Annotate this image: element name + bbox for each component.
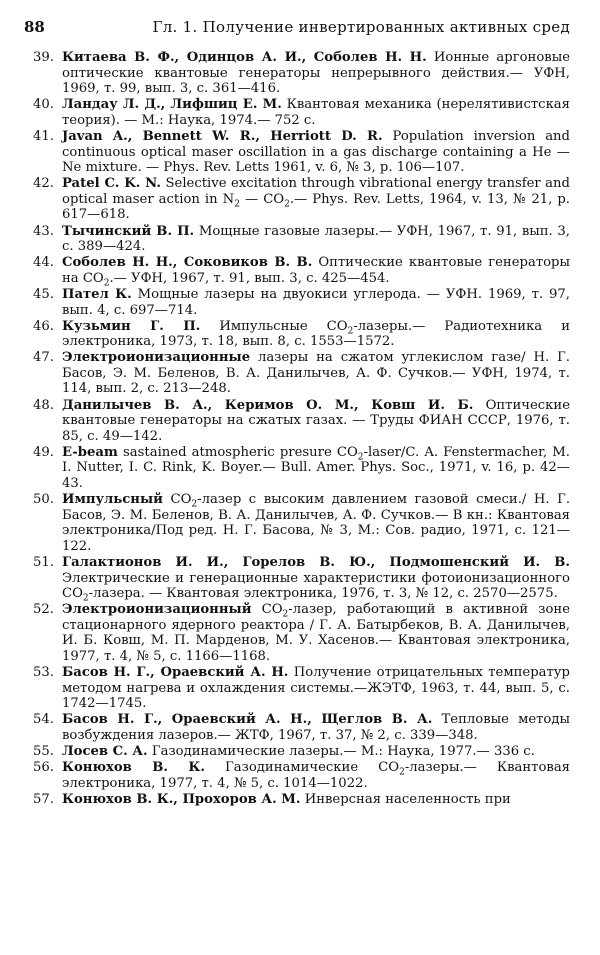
subscript: 2 — [399, 767, 405, 778]
reference-body — [62, 319, 570, 350]
reference-text: Газодинамические лазеры.— М.: Наука, 1977.— 336 с. — [147, 744, 535, 760]
reference-authors: Javan A., Bennett W. R., Herriott D. R. — [62, 128, 383, 144]
reference-authors: Лосев С. А. — [62, 744, 148, 760]
reference-authors: E-beam — [62, 444, 118, 460]
reference-text: -лазер с высоким давлением газовой смеси./ Н. Г. Басов, Э. М. Беленов, В. А. Данилычев, А. Ф. Сучков.— В кн.: Квантовая электроника/Под ред. Н. Г. Басова, № 3, М.: Сов. радио, 1971, с. 121—122. — [62, 492, 571, 554]
reference-body — [62, 760, 570, 791]
book-page — [24, 18, 570, 808]
reference-item — [24, 255, 570, 289]
reference-text: — CO — [239, 191, 285, 207]
reference-number: 51. — [33, 555, 54, 570]
reference-item — [24, 398, 570, 445]
reference-text: Оптические квантовые генераторы на сжатых газах. — Труды ФИАН СССР, 1976, т. 85, с. 49—142. — [62, 397, 570, 444]
reference-text: -laser/C. A. Fenstermacher, M. I. Nutter, I. C. Rink, K. Boyer.— Bull. Amer. Phys. Soc., 1971, v. 16, p. 42—43. — [62, 444, 570, 492]
subscript: 2 — [357, 452, 364, 463]
reference-body — [62, 350, 570, 397]
reference-text: Квантовая механика (нерелятивистская теория). — М.: Наука, 1974.— 752 с. — [62, 97, 570, 128]
reference-text: лазеры на сжатом углекислом газе/ Н. Г. Басов, Э. М. Беленов, В. А. Данилычев, А. Ф. Сучков.— УФН, 1974, т. 114, вып. 2, с. 213—248. — [62, 350, 570, 397]
reference-number: 48. — [33, 397, 54, 413]
reference-text: Тепловые методы возбуждения лазеров.— ЖТФ, 1967, т. 37, № 2, с. 339—348. — [62, 712, 570, 744]
reference-authors: Тычинский В. П. — [62, 223, 195, 239]
reference-number: 50. — [33, 492, 54, 508]
reference-body — [62, 287, 570, 318]
reference-authors: Китаева В. Ф., Одинцов А. И., Соболев Н. Н. — [62, 50, 427, 65]
reference-number: 56. — [33, 760, 54, 776]
reference-body — [62, 744, 570, 760]
reference-text: Ионные аргоновые оптические квантовые генераторы непрерывного действия.— УФН, 1969, т. 99, вып. 3, с. 361—416. — [62, 50, 571, 97]
reference-item — [24, 555, 570, 602]
subscript: 2 — [103, 278, 110, 289]
subscript: 2 — [82, 593, 89, 604]
reference-text: Мощные газовые лазеры.— УФН, 1967, т. 91, вып. 3, с. 389—424. — [62, 223, 570, 255]
reference-item — [24, 760, 570, 791]
reference-item — [24, 224, 570, 255]
reference-body — [62, 50, 570, 97]
reference-number: 46. — [33, 318, 54, 334]
reference-authors: Галактионов И. И., Горелов В. Ю., Подмошенский И. В. — [62, 555, 570, 570]
reference-text: Импульсные CO — [200, 318, 348, 334]
reference-authors: Данилычев В. А., Керимов О. М., Ковш И. Б. — [62, 397, 474, 413]
reference-text: sastained atmospheric presure CO — [117, 444, 358, 460]
reference-item — [24, 445, 570, 492]
reference-body — [62, 602, 570, 664]
reference-item — [24, 319, 570, 350]
reference-item — [24, 744, 570, 760]
reference-item — [24, 50, 570, 97]
reference-text: -лазера. — Квантовая электроника, 1976, т. 3, № 12, с. 2570—2575. — [88, 586, 558, 602]
reference-item — [24, 176, 570, 223]
reference-number: 45. — [33, 286, 54, 302]
reference-number: 40. — [33, 97, 54, 113]
reference-item — [24, 350, 570, 397]
reference-number: 47. — [33, 350, 54, 366]
reference-authors: Электроионизационный — [62, 602, 252, 618]
reference-text: CO — [162, 492, 192, 508]
subscript: 2 — [234, 199, 240, 210]
reference-text: Population inversion and continuous optical maser oscillation in a gas discharge containing a He — Ne mixture. — Phys. Rev. Letts 1961, v. 6, № 3, p. 106—107. — [62, 128, 570, 176]
reference-number: 39. — [33, 50, 54, 65]
reference-body — [62, 129, 570, 176]
reference-authors: Басов Н. Г., Ораевский А. Н. — [62, 665, 289, 681]
reference-body — [62, 176, 570, 223]
reference-number: 49. — [33, 444, 54, 460]
reference-authors: Импульсный — [62, 492, 163, 508]
reference-body — [62, 97, 570, 128]
reference-body — [62, 398, 570, 445]
reference-authors: Ландау Л. Д., Лифшиц Е. М. — [62, 97, 282, 113]
reference-item — [24, 665, 570, 712]
reference-body — [62, 792, 570, 808]
reference-authors: Электроионизационные — [62, 350, 251, 366]
reference-number: 44. — [33, 255, 54, 271]
reference-authors: Кузьмин Г. П. — [62, 318, 201, 334]
reference-authors: Patel C. K. N. — [62, 176, 161, 192]
subscript: 2 — [284, 199, 290, 210]
reference-text: Получение отрицательных температур методом нагрева и охлаждения системы.—ЖЭТФ, 1963, т. 44, вып. 5, с. 1742—1745. — [62, 665, 571, 712]
reference-number: 43. — [33, 223, 54, 239]
reference-authors: Басов Н. Г., Ораевский А. Н., Щеглов В. А. — [62, 712, 433, 728]
running-head — [24, 18, 570, 44]
chapter-title: Гл. 1. Получение инвертированных активных сред — [152, 18, 570, 36]
reference-text: -лазеры.— Квантовая электроника, 1977, т. 4, № 5, с. 1014—1022. — [62, 760, 571, 791]
reference-authors: Конюхов В. К., Прохоров А. М. — [62, 791, 301, 807]
subscript: 2 — [347, 326, 354, 337]
reference-number: 54. — [33, 712, 54, 728]
reference-item — [24, 287, 570, 318]
reference-text: CO — [251, 602, 283, 618]
reference-item — [24, 602, 570, 664]
reference-body — [62, 255, 570, 289]
reference-item — [24, 97, 570, 128]
reference-text: Электрические и генерационные характеристики фотоионизационного CO — [62, 570, 570, 602]
reference-number: 41. — [33, 128, 54, 144]
subscript: 2 — [191, 499, 198, 510]
page-number: 88 — [24, 18, 45, 36]
reference-number: 42. — [33, 176, 54, 192]
reference-number: 52. — [33, 602, 54, 618]
reference-text: Мощные лазеры на двуокиси углерода. — УФН. 1969, т. 97, вып. 4, с. 697—714. — [62, 286, 570, 318]
reference-text: Оптические квантовые генераторы на CO — [62, 255, 570, 286]
reference-text: Selective excitation through vibrational energy transfer and optical maser action in N — [62, 176, 570, 207]
reference-body — [62, 492, 570, 554]
reference-item — [24, 129, 570, 176]
reference-body — [62, 665, 570, 712]
reference-item — [24, 792, 570, 808]
reference-list — [24, 50, 570, 808]
reference-text: .— Phys. Rev. Letts, 1964, v. 13, № 21, p. 617—618. — [62, 191, 570, 223]
reference-text: .— УФН, 1967, т. 91, вып. 3, с. 425—454. — [109, 270, 390, 286]
reference-number: 57. — [33, 791, 54, 807]
reference-body — [62, 712, 570, 743]
reference-body — [62, 445, 570, 492]
reference-item — [24, 492, 570, 554]
reference-text: -лазеры.— Радиотехника и электроника, 1973, т. 18, вып. 8, с. 1553—1572. — [62, 318, 570, 350]
reference-authors: Соболев Н. Н., Соковиков В. В. — [62, 255, 313, 271]
subscript: 2 — [282, 609, 289, 620]
reference-body — [62, 555, 570, 602]
reference-text: -лазер, работающий в активной зоне стационарного ядерного реактора / Г. А. Батырбеков, В. А. Данилычев, И. Б. Ковш, М. П. Марденов, М. У. Хасенов.— Квантовая электроника, 1977, т. 4, № 5, с. 1166—1168. — [62, 602, 571, 665]
reference-number: 55. — [33, 744, 54, 760]
reference-text: Инверсная населенность при — [300, 791, 511, 807]
reference-number: 53. — [33, 665, 54, 681]
reference-authors: Конюхов В. К. — [62, 760, 206, 776]
reference-text: Газодинамические CO — [205, 760, 400, 776]
reference-body — [62, 224, 570, 255]
reference-item — [24, 712, 570, 743]
reference-authors: Пател К. — [62, 286, 132, 302]
